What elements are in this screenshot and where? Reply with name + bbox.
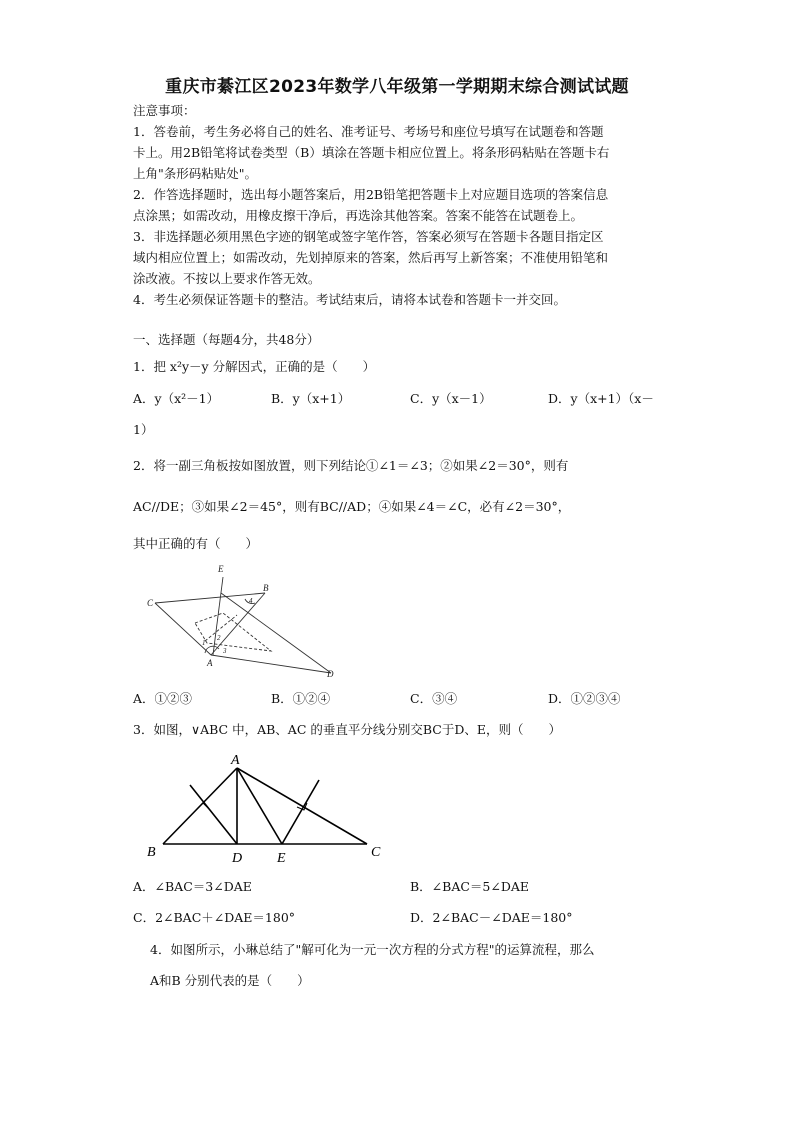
label-d: D bbox=[327, 669, 334, 679]
notice-line: 上角"条形码粘贴处"。 bbox=[133, 166, 257, 181]
q4-stem-line1: 4．如图所示，小琳总结了"解可化为一元一次方程的分式方程"的运算流程，那么 bbox=[150, 942, 595, 957]
edge-ab bbox=[211, 593, 265, 655]
label-b: B bbox=[147, 845, 156, 860]
label-a: A bbox=[231, 753, 240, 768]
q1-option-d: D．y（x+1）（x－ bbox=[548, 391, 654, 406]
notice-line: 3．非选择题必须用黑色字迹的钢笔或签字笔作答，答案必须写在答题卡各题目指定区 bbox=[133, 229, 604, 244]
q3-option-b: B．∠BAC＝5∠DAE bbox=[410, 879, 530, 894]
notice-line: 涂改液。不按以上要求作答无效。 bbox=[133, 271, 321, 286]
q1-option-a: A．y（x²－1） bbox=[133, 391, 220, 406]
q2-option-d: D．①②③④ bbox=[548, 691, 621, 706]
segment-ae bbox=[237, 768, 282, 844]
label-4: 4 bbox=[249, 597, 253, 605]
label-1: 1 bbox=[202, 639, 206, 647]
q2-option-b: B．①②④ bbox=[271, 691, 331, 706]
notice-heading: 注意事项： bbox=[133, 103, 196, 118]
q1-option-b: B．y（x+1） bbox=[271, 391, 351, 406]
q1-option-c: C．y（x－1） bbox=[410, 391, 492, 406]
notice-line: 1．答卷前，考生务必将自己的姓名、准考证号、考场号和座位号填写在试题卷和答题 bbox=[133, 124, 604, 139]
q3-option-d: D．2∠BAC－∠DAE＝180° bbox=[410, 910, 573, 925]
edge-ca bbox=[155, 603, 211, 655]
inner-dashed-line bbox=[205, 615, 237, 641]
q1-stem: 1．把 x²y－y 分解因式，正确的是（ ） bbox=[133, 359, 376, 374]
label-d: D bbox=[232, 851, 243, 866]
label-e: E bbox=[277, 851, 286, 866]
notice-line: 点涂黑；如需改动，用橡皮擦干净后，再选涂其他答案。答案不能答在试题卷上。 bbox=[133, 208, 584, 223]
notice-line: 4．考生必须保证答题卡的整洁。考试结束后，请将本试卷和答题卡一并交回。 bbox=[133, 292, 566, 307]
q1-option-d-cont: 1） bbox=[133, 422, 154, 437]
label-2: 2 bbox=[217, 634, 221, 642]
label-e: E bbox=[218, 564, 224, 574]
bisector-ab bbox=[190, 785, 237, 844]
q3-option-c: C．2∠BAC＋∠DAE＝180° bbox=[133, 910, 296, 925]
q2-option-a: A．①②③ bbox=[133, 691, 193, 706]
notice-line: 域内相应位置上；如需改动，先划掉原来的答案，然后再写上新答案；不准使用铅笔和 bbox=[133, 250, 609, 265]
q3-option-a: A．∠BAC＝3∠DAE bbox=[133, 879, 252, 894]
label-c: C bbox=[371, 845, 381, 860]
label-a: A bbox=[207, 658, 213, 668]
section-heading: 一、选择题（每题4分，共48分） bbox=[133, 332, 320, 347]
side-ac bbox=[237, 768, 367, 844]
label-c: C bbox=[147, 598, 154, 608]
q3-stem: 3．如图，∨ABC 中，AB、AC 的垂直平分线分别交BC于D、E，则（ ） bbox=[133, 722, 561, 737]
edge-ad bbox=[211, 655, 331, 673]
page-title: 重庆市綦江区2023年数学八年级第一学期期末综合测试试题 bbox=[165, 77, 629, 97]
q4-stem-line2: A和B 分别代表的是（ ） bbox=[150, 973, 310, 988]
edge-ed bbox=[221, 593, 331, 673]
notice-line: 卡上。用2B铅笔将试卷类型（B）填涂在答题卡相应位置上。将条形码粘贴在答题卡右 bbox=[133, 145, 610, 160]
q2-stem-line2: AC//DE；③如果∠2＝45°，则有BC//AD；④如果∠4＝∠C，必有∠2＝30°， bbox=[133, 499, 571, 514]
q2-stem-line1: 2．将一副三角板按如图放置，则下列结论①∠1＝∠3；②如果∠2＝30°，则有 bbox=[133, 458, 569, 473]
q3-figure bbox=[145, 752, 390, 867]
notice-line: 2．作答选择题时，选出每小题答案后，用2B铅笔把答题卡上对应题目选项的答案信息 bbox=[133, 187, 609, 202]
label-b: B bbox=[263, 583, 269, 593]
label-3: 3 bbox=[223, 647, 227, 655]
q2-figure bbox=[145, 563, 345, 681]
q2-stem-line3: 其中正确的有（ ） bbox=[133, 536, 259, 551]
q2-option-c: C．③④ bbox=[410, 691, 458, 706]
